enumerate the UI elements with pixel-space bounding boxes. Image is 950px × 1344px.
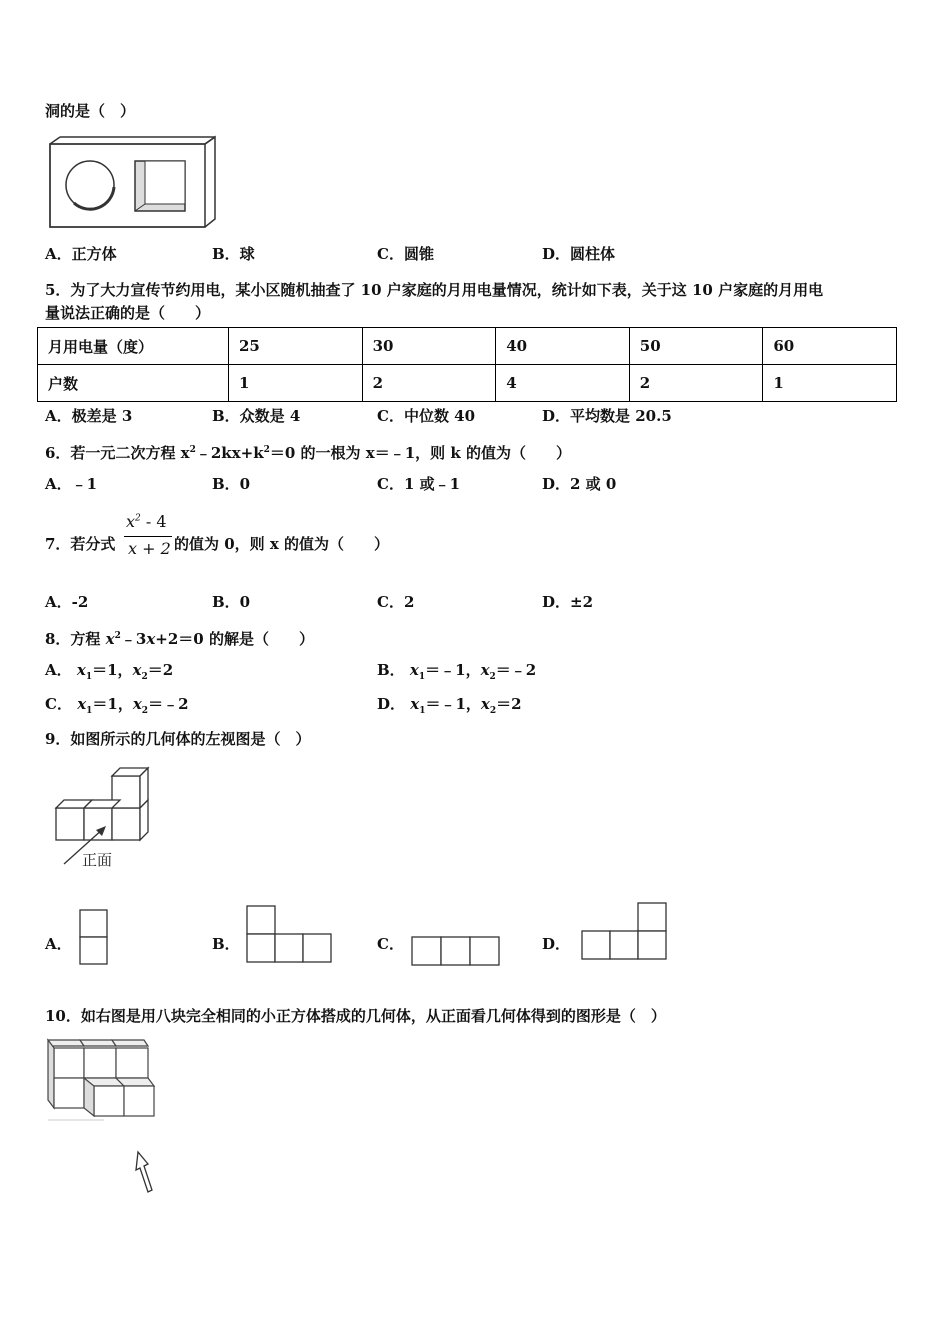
table-cell: 50	[629, 328, 763, 365]
table-cell: 40	[496, 328, 630, 365]
table-row	[38, 365, 897, 402]
q6-stem: 6．若一元二次方程 $x^2﹣2kx+k^2=0$ 的一根为 x＝﹣1，则 k 的值为（ ）	[45, 444, 571, 462]
table-row	[38, 328, 897, 365]
q5-stem-line2: 量说法正确的是（ ）	[45, 304, 211, 322]
q6-option-b[interactable]: B．0	[212, 475, 251, 493]
q9-option-b-label[interactable]: B．	[212, 935, 240, 953]
q5-option-b[interactable]: B．众数是 4	[212, 407, 301, 425]
q4-option-c[interactable]: C．圆锥	[377, 245, 434, 263]
q6-option-c[interactable]: C．1 或﹣1	[377, 475, 461, 493]
q7-option-d[interactable]: D．±2	[542, 593, 594, 611]
table-cell: 2	[629, 365, 763, 402]
q5-option-a[interactable]: A．极差是 3	[45, 407, 133, 425]
front-label: 正面	[82, 851, 113, 869]
q9-stem: 9．如图所示的几何体的左视图是（ ）	[45, 730, 311, 748]
q8-option-b[interactable]: B． $x_1=﹣1$，$x_2=﹣2$	[377, 661, 537, 682]
q5-option-d[interactable]: D．平均数是 20.5	[542, 407, 672, 425]
q7-option-b[interactable]: B．0	[212, 593, 251, 611]
q8-stem: 8．方程 $x^2﹣3x+2=0$ 的解是（ ）	[45, 630, 314, 648]
table-cell: 1	[229, 365, 363, 402]
q5-option-c[interactable]: C．中位数 40	[377, 407, 476, 425]
q7-stem-suffix: 的值为 0，则 x 的值为（ ）	[174, 535, 390, 553]
table-header-cell: 户数	[38, 365, 229, 402]
q10-solid-figure	[44, 1036, 169, 1196]
table-cell: 25	[229, 328, 363, 365]
table-cell: 4	[496, 365, 630, 402]
q4-option-a[interactable]: A．正方体	[45, 245, 117, 263]
q5-data-table	[37, 327, 897, 402]
q5-stem-line1: 5．为了大力宣传节约用电，某小区随机抽查了 10 户家庭的月用电量情况，统计如下表，关于这 10 户家庭的月用电	[45, 281, 824, 299]
q4-stem: 洞的是（ ）	[45, 102, 136, 120]
q7-stem-prefix: 7．若分式	[45, 535, 116, 553]
q4-figure-box-with-holes	[45, 134, 220, 234]
q6-option-d[interactable]: D．2 或 0	[542, 475, 617, 493]
q9-option-d-figure[interactable]	[580, 901, 672, 963]
table-cell: 2	[362, 365, 496, 402]
q9-option-a-figure[interactable]	[78, 908, 110, 968]
q9-option-a-label[interactable]: A．	[45, 935, 72, 953]
q9-option-d-label[interactable]: D．	[542, 935, 571, 953]
q10-stem: 10．如右图是用八块完全相同的小正方体搭成的几何体，从正面看几何体得到的图形是（ ）	[45, 1007, 666, 1025]
table-cell: 30	[362, 328, 496, 365]
table-cell: 1	[763, 365, 897, 402]
q9-option-b-figure[interactable]	[245, 904, 335, 966]
q9-option-c-figure[interactable]	[410, 935, 502, 969]
q4-option-d[interactable]: D．圆柱体	[542, 245, 616, 263]
table-header-cell: 月用电量（度）	[38, 328, 229, 365]
q9-option-c-label[interactable]: C．	[377, 935, 404, 953]
fraction-numerator: $x^2 - 4$	[126, 512, 167, 531]
q7-option-c[interactable]: C．2	[377, 593, 415, 611]
q6-option-a[interactable]: A．﹣1	[45, 475, 98, 493]
table-cell: 60	[763, 328, 897, 365]
q9-solid-figure	[50, 764, 170, 874]
fraction-bar	[124, 536, 172, 537]
fraction-denominator: x + 2	[128, 539, 171, 558]
q4-option-b[interactable]: B．球	[212, 245, 255, 263]
q8-option-a[interactable]: A． $x_1=1$，$x_2=2$	[45, 661, 174, 682]
q7-option-a[interactable]: A．-2	[45, 593, 89, 611]
q8-option-c[interactable]: C． $x_1=1$，$x_2=﹣2$	[45, 695, 189, 716]
q8-option-d[interactable]: D． $x_1=﹣1$，$x_2=2$	[377, 695, 522, 716]
